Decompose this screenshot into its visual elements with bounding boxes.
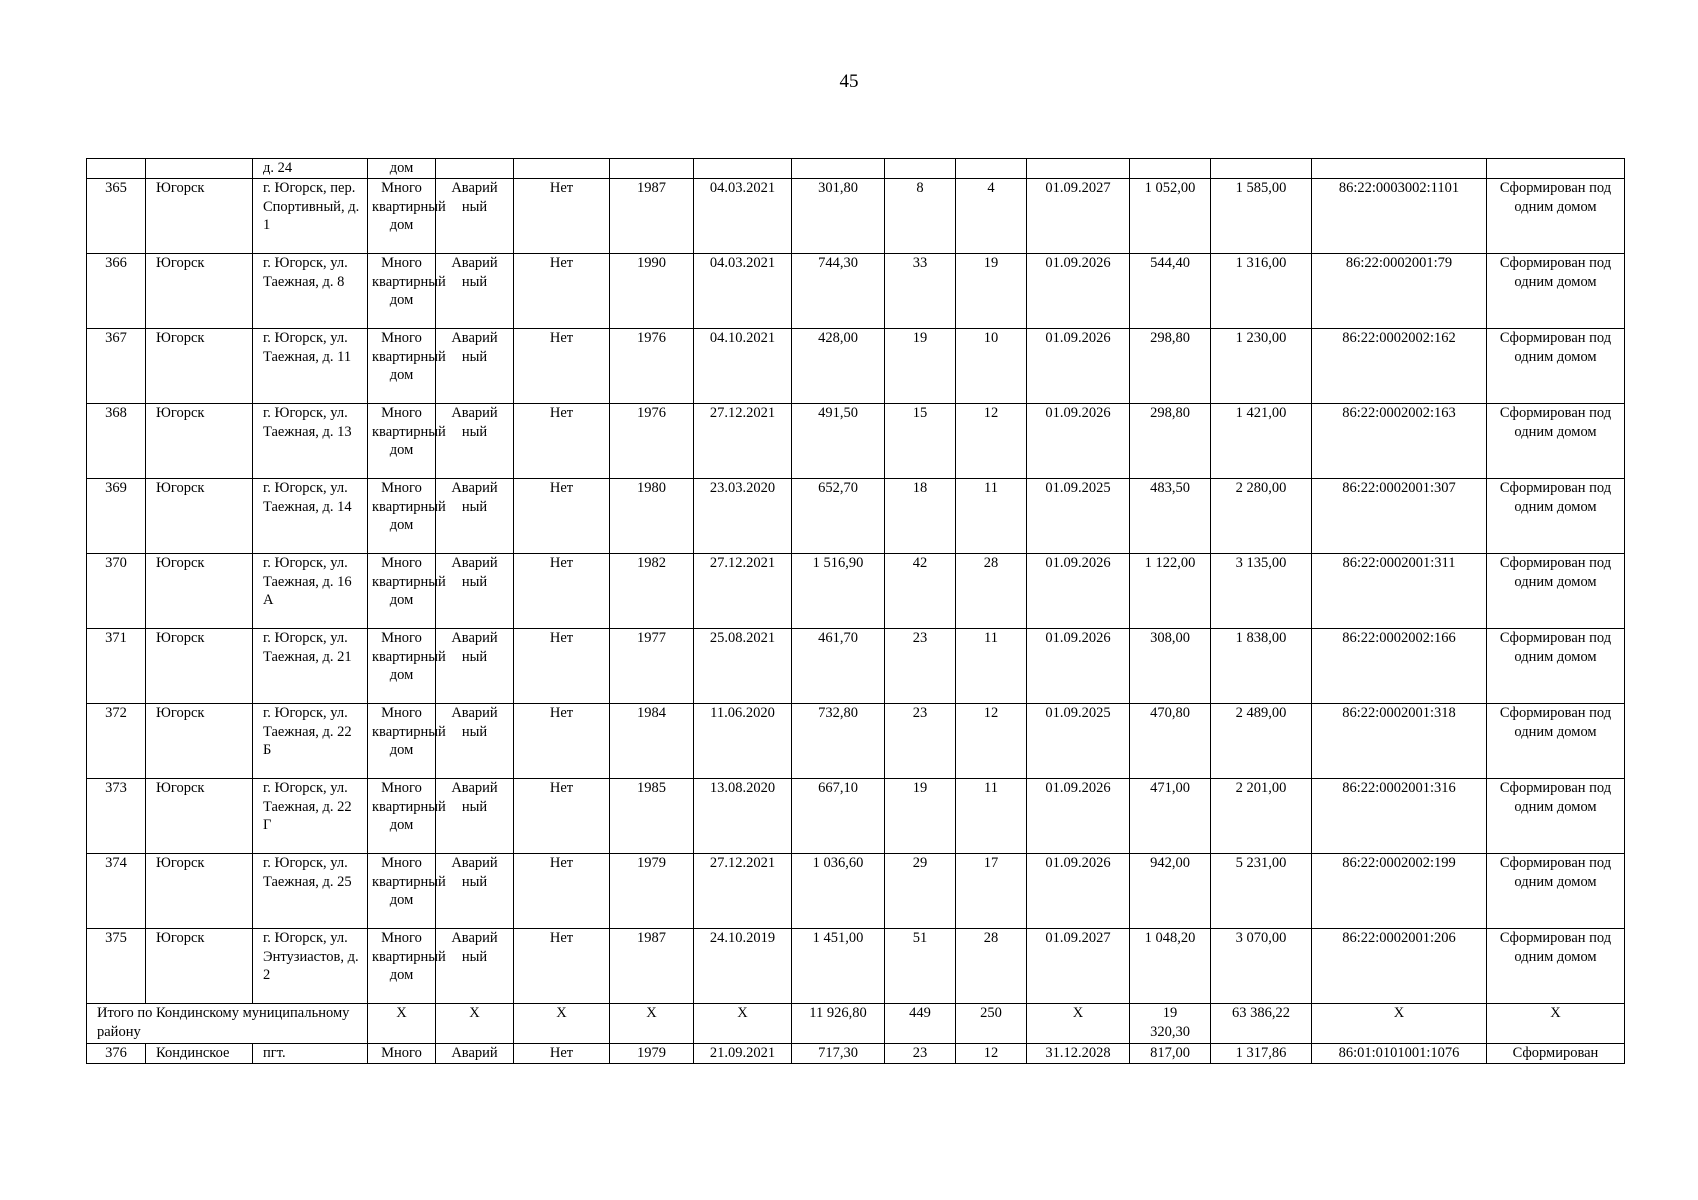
cell-condition: Аварий ный (436, 928, 514, 1003)
cell-municipality: Югорск (146, 778, 253, 853)
cell-date: 23.03.2020 (694, 478, 792, 553)
cell-address: д. 24 (253, 159, 368, 179)
cell-rooms: 19 (956, 253, 1027, 328)
table-row-365 (87, 178, 1625, 253)
cell-area: 491,50 (792, 403, 885, 478)
cell-date: 13.08.2020 (694, 778, 792, 853)
cell-condition: Аварий ный (436, 403, 514, 478)
cell-land-area: 2 489,00 (1211, 703, 1312, 778)
cell-date (694, 159, 792, 179)
table-row-374 (87, 853, 1625, 928)
cell-date: 04.03.2021 (694, 253, 792, 328)
cell-residents: 19 (885, 328, 956, 403)
cell-cultural: Нет (514, 928, 610, 1003)
cell-date: 27.12.2021 (694, 553, 792, 628)
cell-land-area: 1 316,00 (1211, 253, 1312, 328)
cell-area: 1 451,00 (792, 928, 885, 1003)
cell-residents: 8 (885, 178, 956, 253)
cell-residents: 23 (885, 1043, 956, 1063)
cell-condition: Аварий ный (436, 628, 514, 703)
cell-house-type: Много квартирный дом (368, 628, 436, 703)
cell-residents: 33 (885, 253, 956, 328)
cell-land-area: 1 421,00 (1211, 403, 1312, 478)
cell-rooms (956, 159, 1027, 179)
cell-municipality (146, 159, 253, 179)
table-row-372 (87, 703, 1625, 778)
cell-deadline: 01.09.2026 (1027, 778, 1130, 853)
cell-area: 1 516,90 (792, 553, 885, 628)
cell-residents: 18 (885, 478, 956, 553)
cell-deadline: 01.09.2026 (1027, 853, 1130, 928)
cell-cultural (514, 159, 610, 179)
total-deadline: X (1027, 1003, 1130, 1043)
cell-cadastral: 86:22:0002001:311 (1312, 553, 1487, 628)
cell-area (792, 159, 885, 179)
cell-municipality: Югорск (146, 928, 253, 1003)
cell-cadastral: 86:22:0003002:1101 (1312, 178, 1487, 253)
cell-residents: 15 (885, 403, 956, 478)
cell-deadline: 01.09.2027 (1027, 178, 1130, 253)
cell-house-type: Много квартирный дом (368, 553, 436, 628)
cell-rooms: 28 (956, 553, 1027, 628)
cell-municipality: Югорск (146, 403, 253, 478)
cell-land-status: Сформирован под одним домом (1487, 928, 1625, 1003)
cell-num: 367 (87, 328, 146, 403)
cell-area: 428,00 (792, 328, 885, 403)
cell-year (610, 159, 694, 179)
cell-land-area: 2 280,00 (1211, 478, 1312, 553)
table-row-367 (87, 328, 1625, 403)
cell-rooms: 17 (956, 853, 1027, 928)
cell-date: 21.09.2021 (694, 1043, 792, 1063)
cell-rooms: 11 (956, 628, 1027, 703)
cell-residents: 51 (885, 928, 956, 1003)
cell-deadline: 01.09.2026 (1027, 403, 1130, 478)
cell-deadline (1027, 159, 1130, 179)
cell-num: 365 (87, 178, 146, 253)
cell-municipality: Югорск (146, 853, 253, 928)
cell-date: 27.12.2021 (694, 853, 792, 928)
cell-land-area: 3 070,00 (1211, 928, 1312, 1003)
cell-address: г. Югорск, пер. Спортивный, д. 1 (253, 178, 368, 253)
cell-living-area: 470,80 (1130, 703, 1211, 778)
total-cultural: X (514, 1003, 610, 1043)
cell-land-status: Сформирован под одним домом (1487, 853, 1625, 928)
cell-address: г. Югорск, ул. Таежная, д. 22 Г (253, 778, 368, 853)
cell-date: 11.06.2020 (694, 703, 792, 778)
cell-condition: Аварий ный (436, 553, 514, 628)
cell-residents: 29 (885, 853, 956, 928)
cell-land-status: Сформирован под одним домом (1487, 253, 1625, 328)
cell-living-area: 942,00 (1130, 853, 1211, 928)
cell-rooms: 4 (956, 178, 1027, 253)
cell-land-status (1487, 159, 1625, 179)
cell-house-type: Много (368, 1043, 436, 1063)
cell-deadline: 01.09.2026 (1027, 328, 1130, 403)
cell-address: г. Югорск, ул. Энтузиастов, д. 2 (253, 928, 368, 1003)
cell-condition: Аварий ный (436, 853, 514, 928)
cell-living-area: 1 122,00 (1130, 553, 1211, 628)
cell-num: 375 (87, 928, 146, 1003)
cell-living-area: 471,00 (1130, 778, 1211, 853)
cell-house-type: Много квартирный дом (368, 478, 436, 553)
cell-cadastral: 86:22:0002001:79 (1312, 253, 1487, 328)
cell-cultural: Нет (514, 478, 610, 553)
cell-condition: Аварий ный (436, 478, 514, 553)
cell-living-area: 298,80 (1130, 328, 1211, 403)
total-land-status: X (1487, 1003, 1625, 1043)
cell-municipality: Югорск (146, 478, 253, 553)
cell-rooms: 12 (956, 403, 1027, 478)
cell-cadastral: 86:22:0002001:318 (1312, 703, 1487, 778)
cell-address: г. Югорск, ул. Таежная, д. 13 (253, 403, 368, 478)
cell-condition: Аварий (436, 1043, 514, 1063)
cell-rooms: 28 (956, 928, 1027, 1003)
page-number: 45 (839, 71, 859, 92)
cell-land-area (1211, 159, 1312, 179)
cell-house-type: Много квартирный дом (368, 853, 436, 928)
cell-condition (436, 159, 514, 179)
cell-house-type: Много квартирный дом (368, 703, 436, 778)
table-row-373 (87, 778, 1625, 853)
cell-rooms: 12 (956, 1043, 1027, 1063)
cell-deadline: 01.09.2026 (1027, 553, 1130, 628)
cell-house-type: Много квартирный дом (368, 328, 436, 403)
cell-year: 1977 (610, 628, 694, 703)
cell-cultural: Нет (514, 703, 610, 778)
cell-year: 1987 (610, 928, 694, 1003)
cell-living-area: 298,80 (1130, 403, 1211, 478)
cell-year: 1985 (610, 778, 694, 853)
cell-area: 1 036,60 (792, 853, 885, 928)
cell-cadastral: 86:22:0002002:199 (1312, 853, 1487, 928)
table-row-369 (87, 478, 1625, 553)
cell-year: 1976 (610, 403, 694, 478)
cell-land-status: Сформирован под одним домом (1487, 553, 1625, 628)
cell-cultural: Нет (514, 778, 610, 853)
cell-residents: 23 (885, 703, 956, 778)
cell-year: 1976 (610, 328, 694, 403)
cell-address: пгт. (253, 1043, 368, 1063)
cell-house-type: Много квартирный дом (368, 928, 436, 1003)
cell-date: 04.03.2021 (694, 178, 792, 253)
cell-address: г. Югорск, ул. Таежная, д. 21 (253, 628, 368, 703)
cell-living-area: 308,00 (1130, 628, 1211, 703)
cell-num: 373 (87, 778, 146, 853)
cell-date: 04.10.2021 (694, 328, 792, 403)
cell-cultural: Нет (514, 403, 610, 478)
cell-condition: Аварий ный (436, 703, 514, 778)
cell-area: 717,30 (792, 1043, 885, 1063)
cell-land-status: Сформирован под одним домом (1487, 628, 1625, 703)
cell-area: 732,80 (792, 703, 885, 778)
cell-num (87, 159, 146, 179)
cell-living-area: 544,40 (1130, 253, 1211, 328)
total-year: X (610, 1003, 694, 1043)
total-date: X (694, 1003, 792, 1043)
cell-num: 376 (87, 1043, 146, 1063)
cell-condition: Аварий ный (436, 253, 514, 328)
cell-land-area: 1 317,86 (1211, 1043, 1312, 1063)
cell-address: г. Югорск, ул. Таежная, д. 25 (253, 853, 368, 928)
total-residents: 449 (885, 1003, 956, 1043)
cell-cultural: Нет (514, 253, 610, 328)
total-house-type: X (368, 1003, 436, 1043)
total-rooms: 250 (956, 1003, 1027, 1043)
cell-cadastral: 86:22:0002002:166 (1312, 628, 1487, 703)
cell-year: 1990 (610, 253, 694, 328)
cell-cadastral: 86:22:0002001:206 (1312, 928, 1487, 1003)
cell-deadline: 01.09.2026 (1027, 628, 1130, 703)
cell-land-status: Сформирован под одним домом (1487, 403, 1625, 478)
cell-cultural: Нет (514, 178, 610, 253)
cell-municipality: Югорск (146, 703, 253, 778)
total-living-area: 19 320,30 (1130, 1003, 1211, 1043)
cell-condition: Аварий ный (436, 178, 514, 253)
cell-living-area: 1 052,00 (1130, 178, 1211, 253)
cell-year: 1984 (610, 703, 694, 778)
total-row (87, 1003, 1625, 1043)
cell-residents: 19 (885, 778, 956, 853)
cell-land-status: Сформирован под одним домом (1487, 778, 1625, 853)
total-condition: X (436, 1003, 514, 1043)
cell-num: 374 (87, 853, 146, 928)
cell-cadastral: 86:22:0002001:316 (1312, 778, 1487, 853)
cell-date: 25.08.2021 (694, 628, 792, 703)
cell-municipality: Югорск (146, 553, 253, 628)
cell-rooms: 11 (956, 478, 1027, 553)
total-area: 11 926,80 (792, 1003, 885, 1043)
cell-address: г. Югорск, ул. Таежная, д. 11 (253, 328, 368, 403)
table-row-368 (87, 403, 1625, 478)
cell-land-status: Сформирован (1487, 1043, 1625, 1063)
cell-address: г. Югорск, ул. Таежная, д. 8 (253, 253, 368, 328)
cell-municipality: Югорск (146, 253, 253, 328)
cell-cultural: Нет (514, 553, 610, 628)
cell-land-status: Сформирован под одним домом (1487, 328, 1625, 403)
cell-living-area: 817,00 (1130, 1043, 1211, 1063)
cell-deadline: 01.09.2026 (1027, 253, 1130, 328)
cell-area: 667,10 (792, 778, 885, 853)
cell-deadline: 01.09.2025 (1027, 478, 1130, 553)
housing-registry-table (86, 158, 1625, 1064)
cell-residents: 42 (885, 553, 956, 628)
total-label: Итого по Кондинскому муниципальному району (87, 1003, 368, 1043)
cell-address: г. Югорск, ул. Таежная, д. 16 А (253, 553, 368, 628)
cell-living-area: 483,50 (1130, 478, 1211, 553)
cell-year: 1987 (610, 178, 694, 253)
cell-cadastral: 86:22:0002002:163 (1312, 403, 1487, 478)
table-row-371 (87, 628, 1625, 703)
cell-date: 27.12.2021 (694, 403, 792, 478)
cell-land-area: 1 585,00 (1211, 178, 1312, 253)
cell-house-type: Много квартирный дом (368, 253, 436, 328)
cell-cadastral (1312, 159, 1487, 179)
cell-area: 461,70 (792, 628, 885, 703)
cell-deadline: 01.09.2027 (1027, 928, 1130, 1003)
total-cadastral: X (1312, 1003, 1487, 1043)
cell-year: 1980 (610, 478, 694, 553)
cell-address: г. Югорск, ул. Таежная, д. 22 Б (253, 703, 368, 778)
cell-land-area: 1 838,00 (1211, 628, 1312, 703)
cell-rooms: 10 (956, 328, 1027, 403)
cell-municipality: Югорск (146, 178, 253, 253)
cell-year: 1982 (610, 553, 694, 628)
cell-num: 366 (87, 253, 146, 328)
cell-municipality: Кондинское (146, 1043, 253, 1063)
cell-land-status: Сформирован под одним домом (1487, 178, 1625, 253)
cell-area: 301,80 (792, 178, 885, 253)
cell-living-area (1130, 159, 1211, 179)
cell-land-area: 2 201,00 (1211, 778, 1312, 853)
table-row-376 (87, 1043, 1625, 1063)
cell-num: 369 (87, 478, 146, 553)
cell-house-type: Много квартирный дом (368, 778, 436, 853)
cell-land-area: 1 230,00 (1211, 328, 1312, 403)
table-row-370 (87, 553, 1625, 628)
cell-land-area: 3 135,00 (1211, 553, 1312, 628)
cell-municipality: Югорск (146, 328, 253, 403)
cell-year: 1979 (610, 853, 694, 928)
cell-land-status: Сформирован под одним домом (1487, 478, 1625, 553)
cell-house-type: дом (368, 159, 436, 179)
table-row-continued (87, 159, 1625, 179)
cell-num: 370 (87, 553, 146, 628)
cell-year: 1979 (610, 1043, 694, 1063)
cell-area: 744,30 (792, 253, 885, 328)
cell-num: 368 (87, 403, 146, 478)
cell-date: 24.10.2019 (694, 928, 792, 1003)
cell-condition: Аварий ный (436, 778, 514, 853)
cell-cadastral: 86:22:0002001:307 (1312, 478, 1487, 553)
cell-land-area: 5 231,00 (1211, 853, 1312, 928)
table-row-375 (87, 928, 1625, 1003)
cell-area: 652,70 (792, 478, 885, 553)
cell-rooms: 12 (956, 703, 1027, 778)
cell-house-type: Много квартирный дом (368, 178, 436, 253)
cell-address: г. Югорск, ул. Таежная, д. 14 (253, 478, 368, 553)
cell-cadastral: 86:22:0002002:162 (1312, 328, 1487, 403)
cell-cultural: Нет (514, 1043, 610, 1063)
cell-condition: Аварий ный (436, 328, 514, 403)
cell-num: 372 (87, 703, 146, 778)
total-land-area: 63 386,22 (1211, 1003, 1312, 1043)
cell-deadline: 31.12.2028 (1027, 1043, 1130, 1063)
cell-municipality: Югорск (146, 628, 253, 703)
cell-cultural: Нет (514, 853, 610, 928)
cell-num: 371 (87, 628, 146, 703)
cell-cadastral: 86:01:0101001:1076 (1312, 1043, 1487, 1063)
cell-house-type: Много квартирный дом (368, 403, 436, 478)
cell-cultural: Нет (514, 628, 610, 703)
cell-rooms: 11 (956, 778, 1027, 853)
cell-deadline: 01.09.2025 (1027, 703, 1130, 778)
cell-land-status: Сформирован под одним домом (1487, 703, 1625, 778)
table-row-366 (87, 253, 1625, 328)
cell-cultural: Нет (514, 328, 610, 403)
cell-residents: 23 (885, 628, 956, 703)
cell-residents (885, 159, 956, 179)
cell-living-area: 1 048,20 (1130, 928, 1211, 1003)
